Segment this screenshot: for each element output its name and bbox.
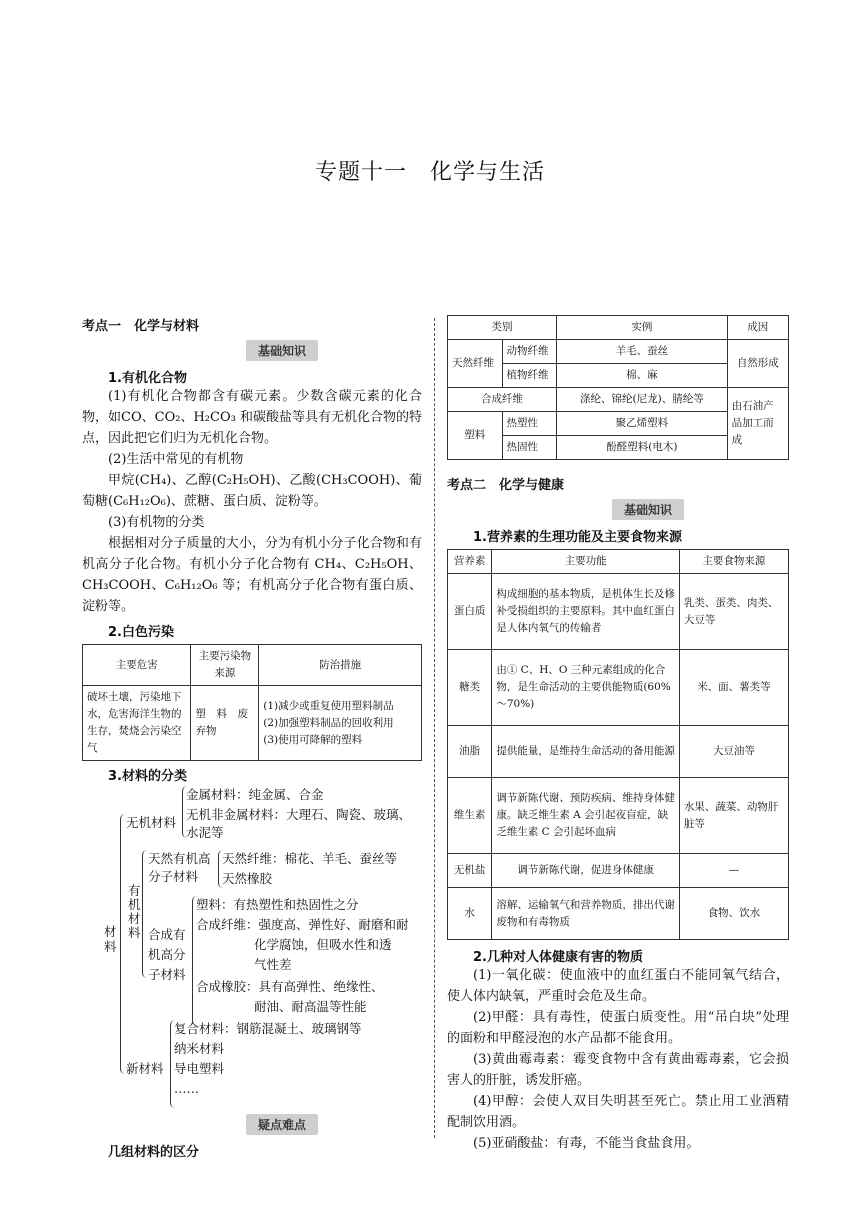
table-cell: 塑 料 废弃物 xyxy=(191,686,259,761)
tree-node: 新材料 xyxy=(126,1061,164,1076)
table-header: 成因 xyxy=(727,316,788,340)
table-cell: 由① C、H、O 三种元素组成的化合物，是生命活动的主要供能物质(60%～70%) xyxy=(492,650,680,726)
tree-node: 分子材料 xyxy=(148,869,199,884)
table-cell: 植物纤维 xyxy=(502,364,557,388)
tree-node: 无机非金属材料：大理石、陶瓷、玻璃、 xyxy=(186,807,412,822)
nutrients-table xyxy=(447,549,789,940)
table-cell xyxy=(259,686,422,761)
table-cell: 棉、麻 xyxy=(557,364,728,388)
table-cell: 天然纤维 xyxy=(448,340,503,388)
badge-basic-knowledge: 基础知识 xyxy=(246,340,318,361)
tree-node: …… xyxy=(174,1081,199,1096)
badge-basic-knowledge: 基础知识 xyxy=(612,499,684,520)
table-cell: 调节新陈代谢，促进身体健康 xyxy=(492,854,680,888)
tree-node: 机高分 xyxy=(148,947,186,962)
pollution-table xyxy=(82,644,422,761)
paragraph: (1)一氧化碳：使血液中的血红蛋白不能同氧气结合，使人体内缺氧，严重时会危及生命。 xyxy=(447,968,789,1004)
table-header: 类别 xyxy=(448,316,557,340)
subsection-title: 2.几种对人体健康有害的物质 xyxy=(473,950,643,965)
table-cell: 热固性 xyxy=(502,436,557,460)
tree-node: 化学腐蚀，但吸水性和透 xyxy=(254,937,392,952)
paragraph: (5)亚硝酸盐：有毒，不能当食盐食用。 xyxy=(473,1136,700,1151)
table-cell: 油脂 xyxy=(448,726,492,778)
tree-root: 材料 xyxy=(104,924,117,954)
table-cell: 无机盐 xyxy=(448,854,492,888)
tree-node: 合成纤维：强度高、弹性好、耐磨和耐 xyxy=(196,917,409,932)
paragraph: (1)有机化合物都含有碳元素。少数含碳元素的化合物，如CO、CO₂、H₂CO₃ 和碳酸盐等具有无机化合物的特点，因此把它们归为无机化合物。 xyxy=(82,389,422,446)
measure-item: (3)使用可降解的塑料 xyxy=(263,733,363,746)
subsection-title: 2.白色污染 xyxy=(108,625,174,640)
table-cell: 由石油产品加工而成 xyxy=(727,388,788,460)
tree-node: 水泥等 xyxy=(186,825,224,840)
section-heading-kp2: 考点二 化学与健康 xyxy=(447,478,565,493)
tree-node: 合成橡胶：具有高弹性、绝缘性、 xyxy=(196,979,384,994)
table-cell: 提供能量，是维持生命活动的备用能源 xyxy=(492,726,680,778)
table-header: 主要危害 xyxy=(83,645,191,686)
column-divider xyxy=(434,318,435,1138)
table-cell: 动物纤维 xyxy=(502,340,557,364)
table-cell: 塑料 xyxy=(448,412,503,460)
table-cell: 乳类、蛋类、肉类、大豆等 xyxy=(679,574,788,650)
table-header: 主要污染物来源 xyxy=(191,645,259,686)
materials-table xyxy=(447,315,789,460)
table-cell: 合成纤维 xyxy=(448,388,557,412)
table-cell: 水 xyxy=(448,888,492,940)
left-column xyxy=(82,315,422,1160)
subsection-title: 1.营养素的生理功能及主要食物来源 xyxy=(473,530,682,545)
tree-node: 合成有 xyxy=(148,927,186,942)
table-cell: 热塑性 xyxy=(502,412,557,436)
tree-node: 天然纤维：棉花、羊毛、蚕丝等 xyxy=(222,851,398,866)
table-cell: 调节新陈代谢、预防疾病、维持身体健康。缺乏维生素 A 会引起夜盲症，缺乏维生素 C 会引起坏血病 xyxy=(492,778,680,854)
paragraph: 根据相对分子质量的大小，分为有机小分子化合物和有机高分子化合物。有机小分子化合物有 CH₄、C₂H₅OH、CH₃COOH、C₆H₁₂O₆ 等；有机高分子化合物有蛋白质、淀粉等。 xyxy=(82,536,422,614)
tree-node: 有机材料 xyxy=(128,883,141,940)
table-header: 实例 xyxy=(557,316,728,340)
tree-node: 塑料：有热塑性和热固性之分 xyxy=(196,897,359,912)
table-header: 主要食物来源 xyxy=(679,550,788,574)
paragraph: (2)甲醛：具有毒性，使蛋白质变性。用“吊白块”处理的面粉和甲醛浸泡的水产品都不能食用。 xyxy=(447,1010,789,1046)
tree-node: 导电塑料 xyxy=(174,1061,225,1076)
table-cell: 糖类 xyxy=(448,650,492,726)
table-cell: 蛋白质 xyxy=(448,574,492,650)
table-cell: 构成细胞的基本物质，是机体生长及修补受损组织的主要原料。其中血红蛋白是人体内氧气的传输者 xyxy=(492,574,680,650)
table-cell: 酚醛塑料(电木) xyxy=(557,436,728,460)
table-cell: 自然形成 xyxy=(727,340,788,388)
table-cell: 大豆油等 xyxy=(679,726,788,778)
paragraph: (2)生活中常见的有机物 xyxy=(108,452,244,467)
subsection-title: 几组材料的区分 xyxy=(108,1145,200,1160)
table-cell: — xyxy=(679,854,788,888)
table-cell: 米、面、薯类等 xyxy=(679,650,788,726)
table-cell: 羊毛、蚕丝 xyxy=(557,340,728,364)
subsection-title: 3.材料的分类 xyxy=(108,769,187,784)
paragraph: (3)有机物的分类 xyxy=(108,515,205,530)
paragraph: (3)黄曲霉毒素：霉变食物中含有黄曲霉毒素，它会损害人的肝脏，诱发肝癌。 xyxy=(447,1052,789,1088)
table-cell: 维生素 xyxy=(448,778,492,854)
table-header: 主要功能 xyxy=(492,550,680,574)
subsection-title: 1.有机化合物 xyxy=(108,371,187,386)
table-cell: 破坏土壤，污染地下水，危害海洋生物的生存，焚烧会污染空气 xyxy=(83,686,191,761)
tree-node: 纳米材料 xyxy=(174,1041,225,1056)
paragraph: (4)甲醇：会使人双目失明甚至死亡。禁止用工业酒精配制饮用酒。 xyxy=(447,1094,789,1130)
tree-node: 天然有机高 xyxy=(148,851,211,866)
table-cell: 食物、饮水 xyxy=(679,888,788,940)
table-cell: 水果、蔬菜、动物肝脏等 xyxy=(679,778,788,854)
tree-node: 无机材料 xyxy=(126,815,177,830)
materials-tree xyxy=(82,784,422,1114)
right-column xyxy=(447,315,789,1154)
badge-difficulties: 疑点难点 xyxy=(246,1114,318,1135)
table-cell: 聚乙烯塑料 xyxy=(557,412,728,436)
table-cell: 溶解、运输氧气和营养物质，排出代谢废物和有毒物质 xyxy=(492,888,680,940)
tree-node: 子材料 xyxy=(148,967,186,982)
measure-item: (2)加强塑料制品的回收利用 xyxy=(263,716,394,729)
tree-node: 金属材料：纯金属、合金 xyxy=(186,787,324,802)
table-header: 防治措施 xyxy=(259,645,422,686)
paragraph: 甲烷(CH₄)、乙醇(C₂H₅OH)、乙酸(CH₃COOH)、葡萄糖(C₆H₁₂O₆)、蔗糖、蛋白质、淀粉等。 xyxy=(82,473,422,509)
tree-node: 天然橡胶 xyxy=(222,871,273,886)
measure-item: (1)减少或重复使用塑料制品 xyxy=(263,699,394,712)
tree-node: 复合材料：钢筋混凝土、玻璃钢等 xyxy=(174,1021,362,1036)
tree-node: 气性差 xyxy=(254,957,292,972)
section-heading-kp1: 考点一 化学与材料 xyxy=(82,319,200,334)
page-title: 专题十一 化学与生活 xyxy=(314,160,545,185)
table-cell: 涤纶、锦纶(尼龙)、腈纶等 xyxy=(557,388,728,412)
tree-node: 耐油、耐高温等性能 xyxy=(254,999,367,1014)
table-header: 营养素 xyxy=(448,550,492,574)
